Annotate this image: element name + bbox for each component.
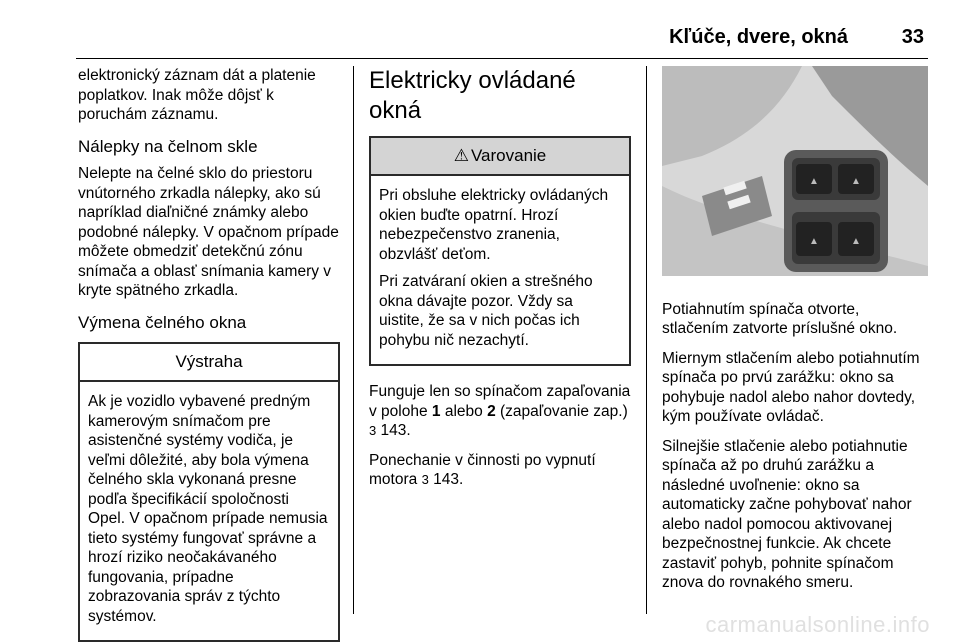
middle-column bbox=[369, 66, 631, 500]
switch-paragraph-2: Miernym stlačením alebo potiahnutím spínača po prvú zarážku: okno sa pohybuje nadol alebo nahor dovtedy, kým používate ovládač. bbox=[662, 349, 920, 425]
page-number: 33 bbox=[901, 26, 924, 48]
svg-text:▲: ▲ bbox=[809, 236, 819, 247]
column-divider-left bbox=[353, 66, 354, 614]
warning-icon: ⚠ bbox=[453, 146, 469, 166]
watermark: carmanualsonline.info bbox=[705, 612, 930, 637]
switch-paragraph-1: Potiahnutím spínača otvorte, stlačením zatvorte príslušné okno. bbox=[662, 300, 898, 337]
ignition-page-reference[interactable]: 143. bbox=[376, 422, 411, 439]
warning-title: Varovanie bbox=[470, 146, 547, 166]
retained-power-paragraph: Ponechanie v činnosti po vypnutí motora 3 143. bbox=[369, 451, 596, 488]
page-header bbox=[0, 0, 960, 56]
caution-text: Ak je vozidlo vybavené predným kamerovým snímačom pre asistenčné systémy vodiča, je veľmi dôležité, aby bola výmena čelného skla vykonaná presne podľa špecifikácií spoločnosti Opel. V opačnom prípade nemusia tieto systémy fungovať správne a hrozí riziko neočakávaného fungovania, prípadne zobrazovania správ z týchto systémov. bbox=[88, 393, 328, 625]
retained-page-reference[interactable]: 143. bbox=[428, 471, 464, 488]
window-switch-photo bbox=[662, 66, 928, 276]
svg-text:▲: ▲ bbox=[851, 176, 861, 187]
warning-header bbox=[371, 138, 629, 176]
warning-paragraph-1: Pri obsluhe elektricky ovládaných okien buďte opatrní. Hrozí nebezpečenstvo zranenia, obzvlášť deťom. bbox=[379, 187, 609, 263]
ignition-position-2: 2 bbox=[487, 402, 496, 420]
caution-title: Výstraha bbox=[80, 344, 338, 382]
warning-box bbox=[369, 136, 631, 366]
windscreen-heading: Výmena čelného okna bbox=[78, 312, 247, 332]
ignition-position-1: 1 bbox=[431, 402, 441, 420]
page-reference-icon[interactable]: 3 bbox=[421, 472, 429, 487]
header-rule bbox=[76, 58, 928, 59]
power-windows-heading: Elektricky ovládané okná bbox=[369, 67, 576, 124]
intro-paragraph: elektronický záznam dát a platenie poplatkov. Inak môže dôjsť k poruchám záznamu. bbox=[78, 67, 316, 123]
stickers-heading: Nálepky na čelnom skle bbox=[78, 136, 258, 156]
right-column bbox=[662, 66, 928, 603]
page-reference-icon[interactable]: 3 bbox=[369, 423, 377, 438]
warning-paragraph-2: Pri zatváraní okien a strešného okna dávajte pozor. Vždy sa uistite, že sa v nich počas ich pohybu nič nezachytí. bbox=[379, 273, 593, 349]
switch-paragraph-3: Silnejšie stlačenie alebo potiahnutie spínača až po druhú zarážku a následné uvoľnenie: okno sa automaticky začne pohybovať nahor alebo nadol pomocou aktivovanej bezpečnostnej funkcie. Ak chcete zastaviť pohyb, pohnite spínačom znova do rovnakého smeru. bbox=[662, 437, 912, 591]
chapter-title: Kľúče, dvere, okná bbox=[669, 26, 848, 48]
caution-box bbox=[78, 342, 340, 642]
left-column bbox=[78, 66, 340, 642]
svg-text:▲: ▲ bbox=[851, 236, 861, 247]
column-divider-right bbox=[646, 66, 647, 614]
svg-text:▲: ▲ bbox=[809, 176, 819, 187]
ignition-paragraph: Funguje len so spínačom zapaľovania v polohe 1 alebo 2 (zapaľovanie zap.) 3 143. bbox=[369, 383, 631, 439]
stickers-paragraph: Nelepte na čelné sklo do priestoru vnútorného zrkadla nálepky, ako sú napríklad diaľničné známky alebo podobné nálepky. V opačnom prípade môžete obmedziť detekčnú zónu snímača a oblasť snímania kamery v kryte spätného zrkadla. bbox=[78, 165, 339, 299]
